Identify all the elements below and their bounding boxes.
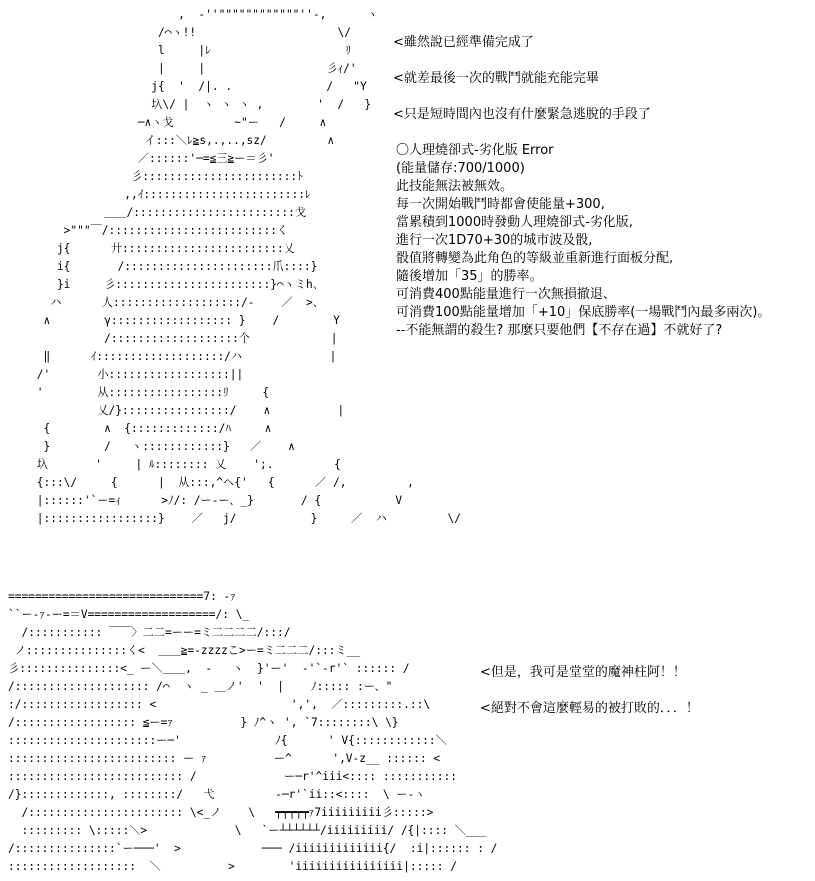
ascii-art-line: } / ヽ::::::::::::} ／ ∧: [30, 440, 295, 453]
ascii-art-line: /}:::::::::::::, ::::::::/ 弋 ‐─r'`ii::<:::: \ ー-ヽ: [8, 788, 426, 801]
dialog-line: <雖然說已經準備完成了: [393, 35, 534, 50]
ascii-art-line: ::::::::::::::::::::::::: ー ｧ ー^ ',V-z__ :::::: <: [8, 752, 441, 765]
skill-line: 隨後增加「35」的勝率。: [396, 269, 543, 284]
ascii-art-line: ' 从:::::::::::::::::ﾘ {: [30, 386, 270, 399]
ascii-art-line: |:::::::::::::::::} ／ j/ } ／ ハ \/: [30, 512, 461, 525]
dialog-spacer: [393, 52, 651, 70]
skill-energy: (能量儲存:700/1000): [396, 161, 525, 176]
skill-line: 此技能無法被無效。: [396, 179, 514, 194]
ascii-art-line: /:::::::::::::::::: ≦ー=ｧ } ﾉ^ヽ ', `7::::::::\ \}: [8, 716, 399, 729]
skill-line: 可消費100點能量增加「+10」保底勝率(一場戰鬥內最多兩次)。: [396, 305, 771, 320]
skill-line: 骰值將轉變為此角色的等級並重新進行面板分配,: [396, 251, 674, 266]
ascii-art-line: ``ー-ｧ-ー=＝V===================/: \_: [8, 608, 250, 621]
ascii-art-line: ::::::::::::::::::::::ー─' ﾉ{ ' V{::::::::::::＼: [8, 734, 447, 747]
ascii-art-line: /:::::::::::::::::::个 |: [30, 332, 338, 345]
dialog-line: <但是，我可是堂堂的魔神柱阿！！: [480, 665, 686, 680]
skill-line: 每一次開始戰鬥時都會使能量+300,: [396, 197, 605, 212]
ascii-art-character-bottom: [8, 588, 497, 876]
dialog-top: [393, 34, 651, 124]
ascii-art-line: >"""￣/:::::::::::::::::::::::::く: [30, 224, 289, 237]
ascii-art-line: ノ:::::::::::::::く< ＿＿≧=-zzzzこ>ー=ミ二二二/:::ミ__: [8, 644, 361, 657]
ascii-art-line: j{ 廾::::::::::::::::::::::::乂: [30, 242, 295, 255]
skill-line: 當累積到1000時發動人理燒卻式-劣化版,: [396, 215, 633, 230]
ascii-art-line: 彡:::::::::::::::::::::::ﾄ: [30, 170, 303, 183]
ascii-art-line: ::::::::::::::::::: ＼ > 'iiiiiiiiiiiiiiii|::::: /: [8, 860, 457, 873]
ascii-art-line: イ:::＼ﾚ≧s,.,..,sz/ ∧: [30, 134, 335, 147]
ascii-art-line: ::::::::: \:::::＼> \ `ー┴┴┴┴┴┴/iiiiiiiii/ /{|:::: ＼___: [8, 824, 487, 837]
ascii-art-line: /::::::::::: ￣￣〉二二=ーー=ミ二二二二/:::/: [8, 626, 291, 639]
ascii-art-line: ／::::::'─=≦三≧ー＝彡': [30, 152, 275, 165]
skill-title: 〇人理燒卻式-劣化版 Error: [396, 143, 554, 158]
ascii-art-line: | | 彡ｨ/': [30, 62, 357, 75]
skill-description: [396, 142, 770, 340]
skill-line: 可消費400點能量進行一次無損撤退、: [396, 287, 616, 302]
ascii-art-line: 圦\/ | ヽ ヽ ヽ , ' / }: [30, 98, 372, 111]
dialog-line: <絕對不會這麼輕易的被打敗的．．．！: [480, 701, 699, 716]
ascii-art-line: 彡:::::::::::::::<_ ー＼＿＿, - ヽ }'ー' -'`-r'` :::::: /: [8, 662, 410, 675]
ascii-art-line: :::::::::::::::::::::::::: / ー─r'^iii<:::: :::::::::::: [8, 770, 457, 783]
ascii-art-line: 乂/}::::::::::::::::/ ∧ |: [30, 404, 345, 417]
ascii-art-line: ‖ ｲ:::::::::::::::::::/ハ |: [30, 350, 337, 363]
ascii-art-line: j{ ' /|. . / "Y: [30, 80, 367, 93]
ascii-art-line: {:::\/ { | 从:::,^ヘ{' { ／ /, ,: [30, 476, 414, 489]
ascii-art-line: , -''""""""""""""''-, ヽ: [30, 8, 378, 21]
ascii-art-line: |::::::'`ー=ｨ >ﾉ/: /ー-ー、_} / { V: [30, 494, 403, 507]
ascii-art-line: /:::::::::::::::::::: /⌒ ヽ _ ＿ノ' ' | ﾉ::::: :ー、": [8, 680, 393, 693]
ascii-art-line: ,,ｲ::::::::::::::::::::::::ﾚ: [30, 188, 311, 201]
ascii-art-line: /⌒ヽ!! \/: [30, 26, 352, 39]
dialog-line: <就差最後一次的戰鬥就能充能完畢: [393, 71, 599, 86]
ascii-art-line: :/:::::::::::::::::: < ',', ／:::::::::.::\: [8, 698, 431, 711]
skill-line: 進行一次1D70+30的城市波及骰,: [396, 233, 593, 248]
dialog-spacer: [393, 88, 651, 106]
dialog-bottom: [480, 664, 699, 718]
ascii-art-line: ∧ γ:::::::::::::::::: } / Y: [30, 314, 340, 327]
ascii-art-line: ─∧ヽ戈 ~"ー / ∧: [30, 116, 327, 129]
dialog-line: <只是短時間內也沒有什麼緊急逃脫的手段了: [393, 107, 651, 122]
ascii-art-line: }i 彡:::::::::::::::::::::::}⌒ヽミh、: [30, 278, 324, 291]
ascii-art-line: =============================7: -ｧ: [8, 590, 236, 603]
ascii-art-line: ＿＿/::::::::::::::::::::::::戈: [30, 206, 307, 219]
ascii-art-line: ハ 人:::::::::::::::::::/- ／ >、: [30, 296, 324, 309]
ascii-art-line: i{ /::::::::::::::::::::::爪::::}: [30, 260, 318, 273]
ascii-art-line: 圦 ' | ﾙ:::::::: 乂 ';. {: [30, 458, 341, 471]
skill-line: --不能無謂的殺生? 那麼只要他們【不存在過】不就好了?: [396, 323, 723, 338]
ascii-art-line: /::::::::::::::::::::::: \<_ノ \ ┯┯┯┯┯ｧ7iiiiiiiii彡:::::>: [8, 806, 434, 819]
ascii-art-line: /' 小::::::::::::::::::||: [30, 368, 244, 381]
dialog-spacer: [480, 682, 699, 700]
ascii-art-line: l |ﾚ ﾘ: [30, 44, 352, 57]
ascii-art-line: { ∧ {:::::::::::::/ﾊ ∧: [30, 422, 272, 435]
ascii-art-line: /:::::::::::::::`ー───' > ─── /iiiiiiiiiiiii{/ :i|:::::: : /: [8, 842, 498, 855]
